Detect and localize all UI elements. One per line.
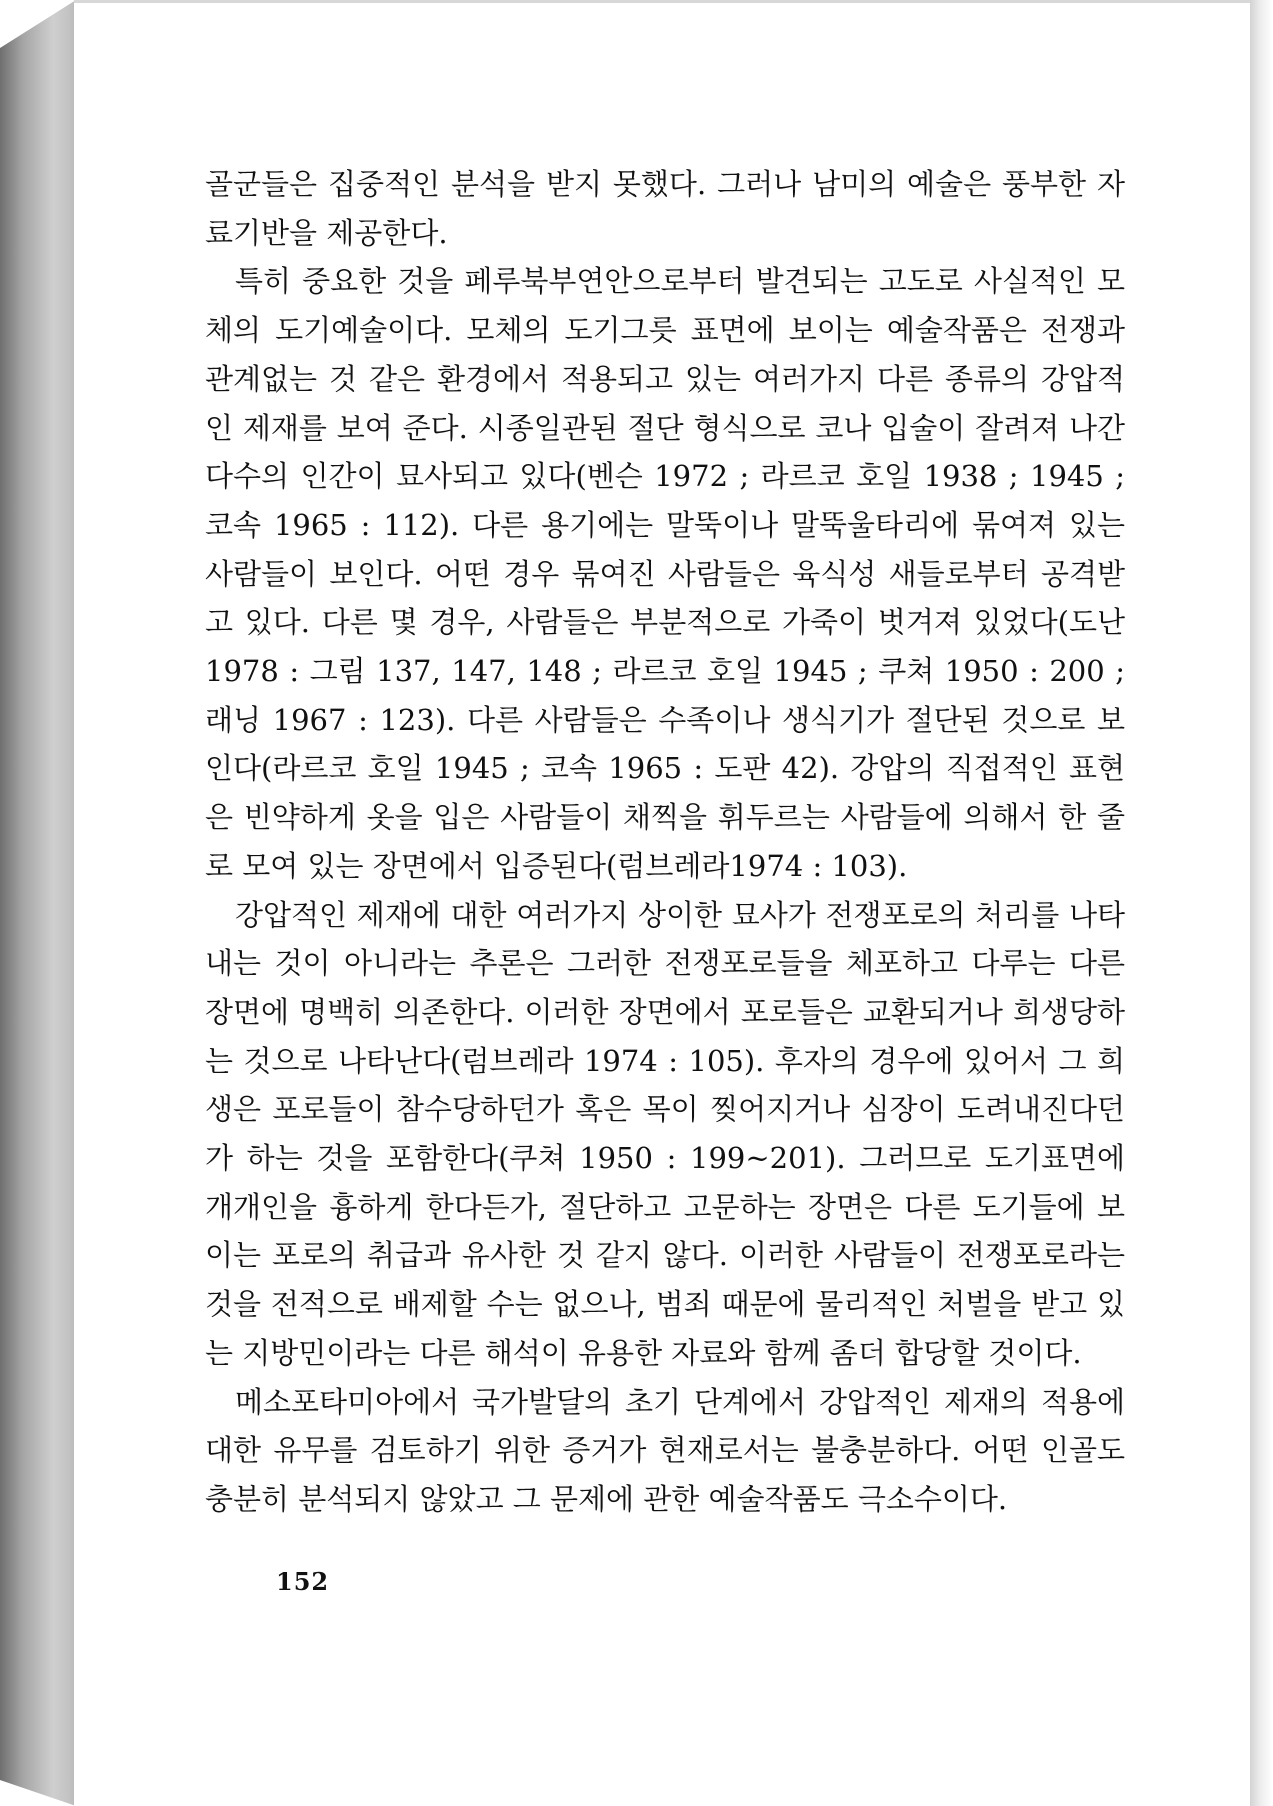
paragraph-4: 메소포타미아에서 국가발달의 초기 단계에서 강압적인 제재의 적용에 대한 유무를 검토하기 위한 증거가 현재로서는 불충분하다. 어떤 인골도 충분히 분석되지 않았고 그 문제에 관한 예술작품도 극소수이다.	[205, 1384, 1125, 1516]
spine-top-cut	[0, 0, 76, 48]
page-body	[205, 160, 1125, 1524]
paragraph-3: 강압적인 제재에 대한 여러가지 상이한 묘사가 전쟁포로의 처리를 나타내는 것이 아니라는 추론은 그러한 전쟁포로들을 체포하고 다루는 다른 장면에 명백히 의존한다. 이러한 장면에서 포로들은 교환되거나 희생당하는 것으로 나타난다(럼브레라 1974 : 105). 후자의 경우에 있어서 그 희생은 포로들이 참수당하던가 혹은 목이 찢어지거나 심장이 도려내진다던가 하는 것을 포함한다(쿠쳐 1950 : 199~201). 그러므로 도기표면에 개개인을 흉하게 한다든가, 절단하고 고문하는 장면은 다른 도기들에 보이는 포로의 취급과 유사한 것 같지 않다. 이러한 사람들이 전쟁포로라는 것을 전적으로 배제할 수는 없으나, 범죄 때문에 물리적인 처벌을 받고 있는 지방민이라는 다른 해석이 유용한 자료와 함께 좀더 합당할 것이다.	[205, 897, 1125, 1370]
page-right-edge	[1250, 0, 1273, 1806]
paragraph-2: 특히 중요한 것을 페루북부연안으로부터 발견되는 고도로 사실적인 모체의 도기예술이다. 모체의 도기그릇 표면에 보이는 예술작품은 전쟁과 관계없는 것 같은 환경에서 적용되고 있는 여러가지 다른 종류의 강압적인 제재를 보여 준다. 시종일관된 절단 형식으로 코나 입술이 잘려져 나간 다수의 인간이 묘사되고 있다(벤슨 1972 ; 라르코 호일 1938 ; 1945 ; 코속 1965 : 112). 다른 용기에는 말뚝이나 말뚝울타리에 묶여져 있는 사람들이 보인다. 어떤 경우 묶여진 사람들은 육식성 새들로부터 공격받고 있다. 다른 몇 경우, 사람들은 부분적으로 가죽이 벗겨져 있었다(도난 1978 : 그림 137, 147, 148 ; 라르코 호일 1945 ; 쿠쳐 1950 : 200 ; 래닝 1967 : 123). 다른 사람들은 수족이나 생식기가 절단된 것으로 보인다(라르코 호일 1945 ; 코속 1965 : 도판 42). 강압의 직접적인 표현은 빈약하게 옷을 입은 사람들이 채찍을 휘두르는 사람들에 의해서 한 줄로 모여 있는 장면에서 입증된다(럼브레라1974 : 103).	[205, 264, 1125, 883]
page-number: 152	[276, 1567, 330, 1596]
paragraph-1: 골군들은 집중적인 분석을 받지 못했다. 그러나 남미의 예술은 풍부한 자료기반을 제공한다.	[205, 167, 1125, 250]
spine-bottom-cut	[0, 1780, 76, 1806]
book-spine	[0, 0, 76, 1806]
